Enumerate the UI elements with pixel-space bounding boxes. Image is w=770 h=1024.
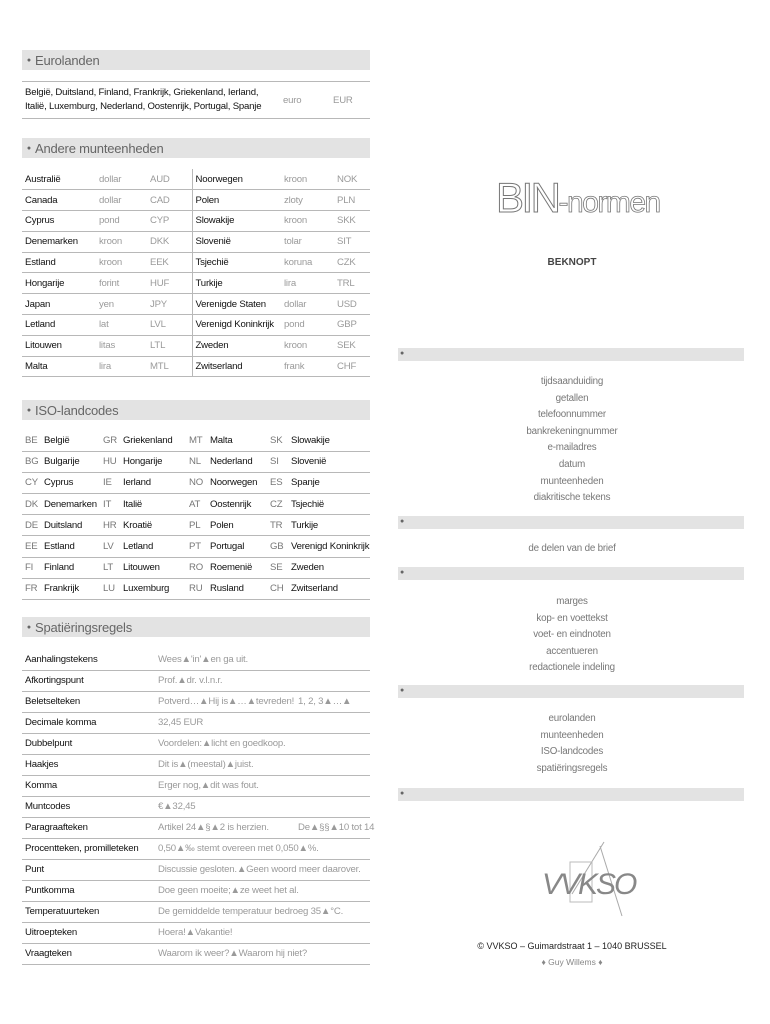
table-row	[22, 430, 370, 451]
country-name: Verenigd Koninkrijk	[288, 536, 370, 557]
cover-author: ♦ Guy Willems ♦	[541, 957, 603, 967]
country-name: Tsjechië	[192, 252, 281, 273]
toc-group-3	[400, 594, 744, 677]
iso-header	[22, 400, 370, 420]
country-name: Verenigde Staten	[192, 294, 281, 315]
currency-unit: lat	[96, 315, 147, 336]
iso-code: IE	[100, 472, 120, 493]
spacing-example-2: 1, 2, 3▲…▲	[295, 691, 370, 712]
bullet-icon: ●	[26, 56, 32, 64]
spacing-example: 0,50▲‰ stemt overeen met 0,050▲%.	[155, 838, 370, 859]
country-name: Portugal	[207, 536, 267, 557]
table-row	[22, 335, 370, 356]
iso-section	[22, 400, 370, 600]
bullet-icon: ●	[400, 687, 405, 694]
spacing-term: Paragraafteken	[22, 817, 155, 838]
toc-bar-1	[398, 348, 744, 361]
iso-code: NL	[186, 451, 207, 472]
table-row	[22, 294, 370, 315]
section-title: Eurolanden	[35, 52, 100, 68]
currency-unit: tolar	[281, 231, 334, 252]
country-name: Denemarken	[22, 231, 96, 252]
country-name: Slovenië	[192, 231, 281, 252]
cover-footer: © VVKSO – Guimardstraat 1 – 1040 BRUSSEL	[477, 941, 667, 951]
spacing-example: Discussie gesloten.▲Geen woord meer daarover.	[155, 859, 370, 880]
country-name: Denemarken	[41, 494, 100, 515]
iso-code: CH	[267, 578, 288, 599]
iso-code: LV	[100, 536, 120, 557]
country-name: Griekenland	[120, 430, 186, 451]
toc-item: telefoonnummer	[538, 409, 606, 421]
iso-code: PL	[186, 515, 207, 536]
currency-code: AUD	[147, 169, 192, 190]
currencies-header	[22, 138, 370, 158]
country-name: Malta	[22, 356, 96, 377]
toc-item: voet- en eindnoten	[533, 629, 611, 641]
table-row	[22, 472, 370, 493]
table-row	[22, 451, 370, 472]
spacing-term: Punt	[22, 859, 155, 880]
table-row	[22, 901, 370, 922]
country-name: Slowakije	[192, 211, 281, 232]
currency-unit: kroon	[96, 252, 147, 273]
section-title: Andere munteenheden	[35, 140, 164, 156]
currency-unit: koruna	[281, 252, 334, 273]
iso-code: CZ	[267, 494, 288, 515]
iso-code: SK	[267, 430, 288, 451]
currency-unit: pond	[281, 315, 334, 336]
iso-code: LT	[100, 557, 120, 578]
spacing-example: De gemiddelde temperatuur bedroeg 35▲°C.	[155, 901, 370, 922]
currency-code: LVL	[147, 315, 192, 336]
currency-unit: frank	[281, 356, 334, 377]
iso-code: TR	[267, 515, 288, 536]
table-row	[22, 82, 370, 119]
country-name: Verenigd Koninkrijk	[192, 315, 281, 336]
toc-item: marges	[556, 596, 588, 607]
iso-code: HU	[100, 451, 120, 472]
iso-code: CY	[22, 472, 41, 493]
toc-group-4	[400, 711, 744, 777]
iso-code: AT	[186, 494, 207, 515]
table-row	[22, 943, 370, 964]
iso-code: PT	[186, 536, 207, 557]
currencies-table	[22, 169, 370, 377]
country-name: Zweden	[192, 335, 281, 356]
toc-item: datum	[558, 458, 586, 470]
toc-group-1	[400, 374, 744, 507]
country-name: Cyprus	[22, 211, 96, 232]
spacing-term: Procentteken, promilleteken	[22, 838, 155, 859]
country-name: Litouwen	[22, 335, 96, 356]
country-name: Polen	[207, 515, 267, 536]
eurolanden-table	[22, 81, 370, 119]
iso-code: DE	[22, 515, 41, 536]
iso-code: FR	[22, 578, 41, 599]
iso-code: ES	[267, 472, 288, 493]
iso-code: EE	[22, 536, 41, 557]
table-row	[22, 754, 370, 775]
currency-unit: kroon	[281, 169, 334, 190]
toc-item: ISO-landcodes	[540, 746, 604, 758]
country-name: Hongarije	[22, 273, 96, 294]
currency-unit: lira	[281, 273, 334, 294]
section-title: ISO-landcodes	[35, 402, 119, 418]
euro-countries: België, Duitsland, Finland, Frankrijk, Griekenland, Ierland, Italië, Luxemburg, Nederland, Oostenrijk, Portugal, Spanje	[22, 82, 280, 119]
bullet-icon: ●	[400, 518, 405, 525]
table-row	[22, 733, 370, 754]
cover-title	[496, 174, 660, 222]
bullet-icon: ●	[400, 790, 405, 797]
country-name: Canada	[22, 190, 96, 211]
currency-code: TRL	[334, 273, 370, 294]
iso-code: RU	[186, 578, 207, 599]
iso-code: BG	[22, 451, 41, 472]
country-name: Slowakije	[288, 430, 370, 451]
eurolanden-section	[22, 50, 370, 119]
country-name: Letland	[120, 536, 186, 557]
country-name: Frankrijk	[41, 578, 100, 599]
country-name: Ierland	[120, 472, 186, 493]
currency-code: CYP	[147, 211, 192, 232]
table-row	[22, 691, 370, 712]
currency-code: EEK	[147, 252, 192, 273]
country-name: Zwitserland	[288, 578, 370, 599]
toc-bar-5	[398, 788, 744, 801]
table-row	[22, 880, 370, 901]
country-name: Noorwegen	[192, 169, 281, 190]
spacing-term: Haakjes	[22, 754, 155, 775]
bullet-icon: ●	[26, 144, 32, 152]
iso-code: LU	[100, 578, 120, 599]
table-row	[22, 190, 370, 211]
country-name: Italië	[120, 494, 186, 515]
spacing-term: Puntkomma	[22, 880, 155, 901]
country-name: Zweden	[288, 557, 370, 578]
country-name: Noorwegen	[207, 472, 267, 493]
table-row	[22, 315, 370, 336]
country-name: Slovenië	[288, 451, 370, 472]
country-name: Finland	[41, 557, 100, 578]
table-row	[22, 922, 370, 943]
toc-item: bankrekeningnummer	[526, 425, 618, 437]
currency-unit: dollar	[96, 169, 147, 190]
country-name: Estland	[41, 536, 100, 557]
currency-code: CZK	[334, 252, 370, 273]
currency-code: SEK	[334, 335, 370, 356]
spacing-example: Prof.▲dr. v.l.n.r.	[155, 670, 370, 691]
currency-unit: dollar	[96, 190, 147, 211]
currency-code: USD	[334, 294, 370, 315]
table-row	[22, 169, 370, 190]
spacing-example: €▲32,45	[155, 796, 370, 817]
currency-code: PLN	[334, 190, 370, 211]
toc-item: redactionele indeling	[529, 662, 615, 674]
country-name: Spanje	[288, 472, 370, 493]
spacing-term: Dubbelpunt	[22, 733, 155, 754]
table-row	[22, 817, 370, 838]
toc-bar-2	[398, 516, 744, 529]
table-row	[22, 649, 370, 670]
toc-bar-4	[398, 685, 744, 698]
iso-code: SI	[267, 451, 288, 472]
table-row	[22, 273, 370, 294]
currency-code: CAD	[147, 190, 192, 211]
table-row	[22, 775, 370, 796]
table-row	[22, 838, 370, 859]
currency-code: HUF	[147, 273, 192, 294]
country-name: Luxemburg	[120, 578, 186, 599]
spacing-table	[22, 649, 375, 965]
currency-unit: yen	[96, 294, 147, 315]
spacing-example: Wees▲'in'▲en ga uit.	[155, 649, 370, 670]
country-name: Rusland	[207, 578, 267, 599]
spacing-term: Decimale komma	[22, 712, 155, 733]
table-row	[22, 356, 370, 377]
spacing-example-2: De▲§§▲10 tot 14	[295, 817, 370, 838]
bullet-icon: ●	[400, 569, 405, 576]
currency-unit: kroon	[96, 231, 147, 252]
spacing-example: Doe geen moeite;▲ze weet het al.	[155, 880, 370, 901]
toc-item: de delen van de brief	[528, 543, 616, 554]
country-name: Australië	[22, 169, 96, 190]
currency-unit: zloty	[281, 190, 334, 211]
iso-code: BE	[22, 430, 41, 451]
currency-unit: lira	[96, 356, 147, 377]
currency-code: DKK	[147, 231, 192, 252]
country-name: Kroatië	[120, 515, 186, 536]
iso-code: GB	[267, 536, 288, 557]
spacing-example: Potverd…▲Hij is▲…▲tevreden!	[155, 691, 295, 712]
toc-item: munteenheden	[540, 475, 604, 487]
spacing-example: Dit is▲(meestal)▲juist.	[155, 754, 370, 775]
spacing-term: Temperatuurteken	[22, 901, 155, 922]
spacing-term: Beletselteken	[22, 691, 155, 712]
iso-code: SE	[267, 557, 288, 578]
country-name: Zwitserland	[192, 356, 281, 377]
toc-item: diakritische tekens	[533, 492, 611, 504]
country-name: België	[41, 430, 100, 451]
country-name: Estland	[22, 252, 96, 273]
spacing-example: 32,45 EUR	[155, 712, 370, 733]
currencies-section	[22, 138, 370, 377]
spacing-term: Vraagteken	[22, 943, 155, 964]
iso-code: RO	[186, 557, 207, 578]
spacing-term: Afkortingspunt	[22, 670, 155, 691]
currency-unit: kroon	[281, 211, 334, 232]
country-name: Polen	[192, 190, 281, 211]
table-row	[22, 859, 370, 880]
iso-code: NO	[186, 472, 207, 493]
currency-code: JPY	[147, 294, 192, 315]
country-name: Malta	[207, 430, 267, 451]
country-name: Duitsland	[41, 515, 100, 536]
spacing-example: Erger nog,▲dit was fout.	[155, 775, 370, 796]
spacing-section	[22, 617, 375, 965]
spacing-term: Komma	[22, 775, 155, 796]
iso-code: GR	[100, 430, 120, 451]
iso-code: MT	[186, 430, 207, 451]
country-name: Cyprus	[41, 472, 100, 493]
euro-code: EUR	[330, 82, 370, 119]
svg-text:VVKSO: VVKSO	[542, 868, 636, 901]
country-name: Roemenië	[207, 557, 267, 578]
iso-code: DK	[22, 494, 41, 515]
bullet-icon: ●	[26, 406, 32, 414]
section-title: Spatiëringsregels	[35, 619, 133, 635]
table-row	[22, 211, 370, 232]
currency-code: SKK	[334, 211, 370, 232]
table-row	[22, 712, 370, 733]
currency-unit: dollar	[281, 294, 334, 315]
toc-item: spatiëringsregels	[536, 762, 608, 774]
currency-unit: litas	[96, 335, 147, 356]
currency-unit: kroon	[281, 335, 334, 356]
spacing-term: Uitroepteken	[22, 922, 155, 943]
country-name: Turkije	[192, 273, 281, 294]
country-name: Litouwen	[120, 557, 186, 578]
toc-bar-3	[398, 567, 744, 580]
table-row	[22, 515, 370, 536]
iso-code: HR	[100, 515, 120, 536]
currency-code: CHF	[334, 356, 370, 377]
country-name: Nederland	[207, 451, 267, 472]
toc-item: tijdsaanduiding	[540, 376, 604, 387]
currency-unit: forint	[96, 273, 147, 294]
country-name: Turkije	[288, 515, 370, 536]
table-row	[22, 670, 370, 691]
vvkso-logo	[542, 842, 636, 927]
table-row	[22, 578, 370, 599]
iso-code: FI	[22, 557, 41, 578]
table-row	[22, 494, 370, 515]
table-row	[22, 252, 370, 273]
currency-code: GBP	[334, 315, 370, 336]
bullet-icon: ●	[26, 623, 32, 631]
toc-item: eurolanden	[548, 713, 596, 724]
table-row	[22, 796, 370, 817]
country-name: Letland	[22, 315, 96, 336]
country-name: Hongarije	[120, 451, 186, 472]
iso-code: IT	[100, 494, 120, 515]
title-rest: -normen	[558, 186, 660, 219]
spacing-example: Artikel 24▲§▲2 is herzien.	[155, 817, 295, 838]
currency-code: SIT	[334, 231, 370, 252]
currency-unit: pond	[96, 211, 147, 232]
toc-item: e-mailadres	[547, 442, 597, 454]
spacing-term: Muntcodes	[22, 796, 155, 817]
country-name: Tsjechië	[288, 494, 370, 515]
table-row	[22, 536, 370, 557]
currency-code: MTL	[147, 356, 192, 377]
cover-subtitle: BEKNOPT	[547, 257, 597, 268]
toc-item: munteenheden	[540, 729, 604, 741]
toc-group-2	[400, 541, 744, 558]
spacing-example: Voordelen:▲licht en goedkoop.	[155, 733, 370, 754]
table-row	[22, 231, 370, 252]
table-row	[22, 557, 370, 578]
iso-table	[22, 430, 370, 600]
euro-unit: euro	[280, 82, 330, 119]
toc-item: accentueren	[546, 645, 598, 657]
toc-item: kop- en voettekst	[536, 612, 608, 624]
currency-code: LTL	[147, 335, 192, 356]
toc-item: getallen	[555, 392, 589, 404]
spacing-term: Aanhalingstekens	[22, 649, 155, 670]
title-main: BIN	[496, 174, 559, 221]
country-name: Japan	[22, 294, 96, 315]
eurolanden-header	[22, 50, 370, 70]
country-name: Bulgarije	[41, 451, 100, 472]
bullet-icon: ●	[400, 350, 405, 357]
country-name: Oostenrijk	[207, 494, 267, 515]
spacing-example: Waarom ik weer?▲Waarom hij niet?	[155, 943, 370, 964]
spacing-header	[22, 617, 370, 637]
spacing-example: Hoera!▲Vakantie!	[155, 922, 370, 943]
currency-code: NOK	[334, 169, 370, 190]
